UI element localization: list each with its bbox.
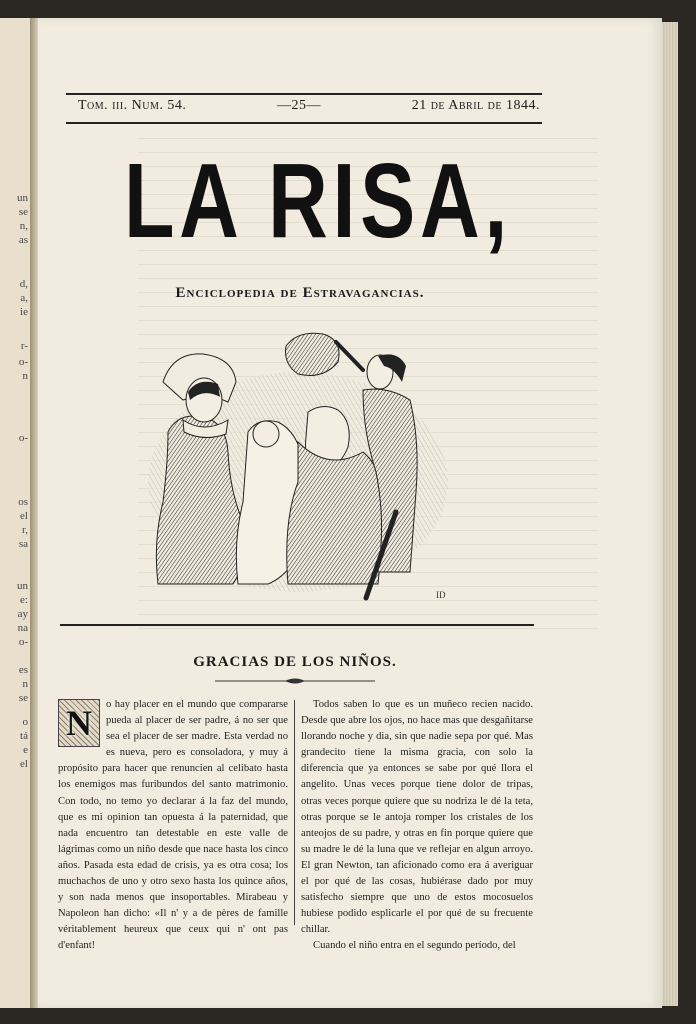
article-column-2	[301, 697, 533, 955]
facing-page-fragment: a,	[20, 292, 28, 304]
facing-page-fragment: os	[18, 496, 28, 508]
facing-page-fragment: e	[23, 744, 28, 756]
facing-page-fragment: r,	[22, 524, 28, 536]
masthead-title: LA RISA,	[123, 142, 513, 260]
facing-page-fragment: o-	[18, 432, 28, 444]
paragraph	[58, 697, 288, 955]
facing-page-fragment: as	[18, 234, 28, 246]
facing-page-fragment: ay	[17, 608, 28, 620]
decorative-drop-cap: N	[58, 699, 100, 747]
facing-page-fragment: n	[22, 678, 28, 690]
facing-page-fragment: es	[18, 664, 28, 676]
facing-page-fragment: un	[17, 192, 28, 204]
facing-page-edge	[0, 18, 32, 1008]
paragraph-text: o hay placer en el mundo que compararse pueda al placer de ser padre, á no ser que sea el placer de ser madre. Esta verdad no es nueva, pero es consoladora, y muy á propósito para hacer que renuncien al celibato hasta los enemigos mas furibundos del santo matrimonio. Con todo, no temo yo declarar á la faz del mundo, que es mi opinion tan opuesta á la paternidad, que nada encuentro tan detestable en este valle de lágrimas como un niño desde que nace hasta los cinco años. Pasada esta edad de crisis, ya es otra cosa; los muchachos de uno y otro sexo hasta los quince años, y son nada menos que insoportables. Mirabeau y Napoleon han dicho: «Il n' y a de pères de famille véritablement heureux que ceux qui n' ont pas d'enfant!	[58, 699, 288, 952]
facing-page-fragment: tá	[20, 730, 28, 742]
facing-page-fragment: el	[20, 758, 28, 770]
issue-date: 21 de Abril de 1844.	[411, 98, 540, 113]
facing-page-fragment: n	[22, 370, 28, 382]
facing-page-fragment: r-	[20, 340, 28, 352]
section-rule	[60, 624, 534, 626]
article-title: GRACIAS DE LOS NIÑOS.	[193, 654, 397, 670]
engraver-signature: ID	[436, 590, 446, 600]
header-line	[78, 98, 540, 114]
facing-page-fragment: o-	[18, 356, 28, 368]
header-top-rule	[66, 93, 542, 95]
page-number: —25—	[277, 98, 322, 113]
facing-page-fragment: e:	[20, 594, 28, 606]
facing-page-fragment: ie	[20, 306, 28, 318]
paragraph: Cuando el niño entra en el segundo período, del	[313, 940, 516, 952]
column-divider	[294, 700, 295, 925]
facing-page-fragment: se	[18, 206, 28, 218]
family-engraving	[148, 322, 452, 606]
facing-page-fragment: na	[17, 622, 28, 634]
header-bottom-rule	[66, 122, 542, 124]
facing-page-fragment: n,	[19, 220, 28, 232]
facing-page-fragment: o	[22, 716, 28, 728]
title-ornament	[215, 676, 375, 686]
article-column-1	[58, 697, 288, 955]
facing-page-fragment: un	[17, 580, 28, 592]
facing-page-fragment: d,	[19, 278, 28, 290]
volume-number: Tom. iii. Num. 54.	[78, 98, 187, 113]
book-spine	[30, 18, 38, 1008]
paragraph: Todos saben lo que es un muñeco recien nacido. Desde que abre los ojos, no hace mas que desgañitarse llorando noche y dia, sin que nadie sepa por qué. Mas grandecito tiene la misma gracia, con solo la diferencia que ya entonces se sabe por qué llora el angelito. Unas veces porque tiene dolor de tripas, otras veces porque quiere que su nodriza le dé la teta, otras porque se le antoja romper los cristales de los anteojos de su padre, y otras en fin porque quiere que su madre le dé la luna que ve reflejar en algun arroyo. El gran Newton, tan aficionado como era á averiguar el por qué de las cosas, hubiérase dado por muy satisfecho siempre que uno de estos mocosuelos hubiese podido esplicarle el por qué de su frecuente chillar.	[301, 699, 533, 936]
masthead-subtitle: Enciclopedia de Estravagancias.	[175, 285, 425, 301]
facing-page-fragment: sa	[18, 538, 28, 550]
facing-page-fragment: se	[18, 692, 28, 704]
page-edges	[662, 22, 678, 1006]
facing-page-fragment: o-	[18, 636, 28, 648]
facing-page-fragment: el	[20, 510, 28, 522]
